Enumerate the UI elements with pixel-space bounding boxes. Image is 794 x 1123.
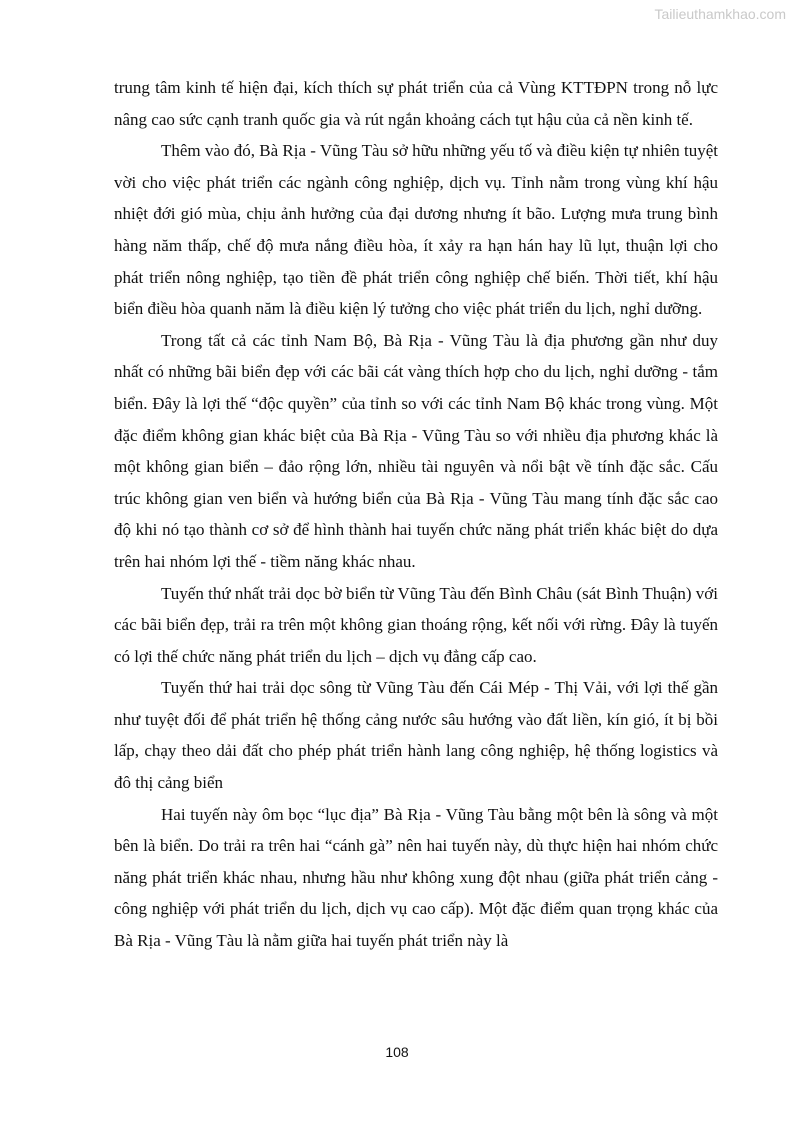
paragraph-2: Thêm vào đó, Bà Rịa - Vũng Tàu sở hữu những yếu tố và điều kiện tự nhiên tuyệt vời cho việc phát triển các ngành công nghiệp, dịch vụ. Tỉnh nằm trong vùng khí hậu nhiệt đới gió mùa, chịu ảnh hưởng của đại dương nhưng ít bão. Lượng mưa trung bình hàng năm thấp, chế độ mưa nắng điều hòa, ít xảy ra hạn hán hay lũ lụt, thuận lợi cho phát triển nông nghiệp, tạo tiền đề phát triển công nghiệp chế biến. Thời tiết, khí hậu biển điều hòa quanh năm là điều kiện lý tưởng cho việc phát triển du lịch, nghỉ dưỡng. xyxy=(114,141,718,319)
page-number: 108 xyxy=(385,1044,409,1060)
paragraph-4: Tuyến thứ nhất trải dọc bờ biển từ Vũng Tàu đến Bình Châu (sát Bình Thuận) với các bãi biển đẹp, trải ra trên một không gian thoáng rộng, kết nối với rừng. Đây là tuyến có lợi thế chức năng phát triển du lịch – dịch vụ đẳng cấp cao. xyxy=(114,583,718,666)
paragraph-5: Tuyến thứ hai trải dọc sông từ Vũng Tàu đến Cái Mép - Thị Vải, với lợi thế gần như tuyệt đối để phát triển hệ thống cảng nước sâu hướng vào đất liền, kín gió, ít bị bồi lấp, chạy theo dải đất cho phép phát triển hành lang công nghiệp, hệ thống logistics và đô thị cảng biển xyxy=(114,678,718,793)
paragraph-3: Trong tất cả các tỉnh Nam Bộ, Bà Rịa - Vũng Tàu là địa phương gần như duy nhất có những bãi biển đẹp với các bãi cát vàng thích hợp cho du lịch, nghỉ dưỡng - tắm biển. Đây là lợi thế “độc quyền” của tỉnh so với các tỉnh Nam Bộ khác trong vùng. Một đặc điểm không gian khác biệt của Bà Rịa - Vũng Tàu so với nhiều địa phương khác là một không gian biển – đảo rộng lớn, nhiều tài nguyên và nổi bật về tính đặc sắc. Cấu trúc không gian ven biển và hướng biển của Bà Rịa - Vũng Tàu mang tính đặc sắc cao độ khi nó tạo thành cơ sở để hình thành hai tuyến chức năng phát triển khác biệt do dựa trên hai nhóm lợi thế - tiềm năng khác nhau. xyxy=(114,330,718,571)
watermark-text: Tailieuthamkhao.com xyxy=(654,6,786,22)
paragraph-6: Hai tuyến này ôm bọc “lục địa” Bà Rịa - Vũng Tàu bằng một bên là sông và một bên là biển. Do trải ra trên hai “cánh gà” nên hai tuyến này, dù thực hiện hai nhóm chức năng phát triển khác nhau, nhưng hầu như không xung đột nhau (giữa phát triển cảng - công nghiệp với phát triển du lịch, dịch vụ cao cấp). Một đặc điểm quan trọng khác của Bà Rịa - Vũng Tàu là nằm giữa hai tuyến phát triển này là xyxy=(114,804,718,951)
paragraph-1: trung tâm kinh tế hiện đại, kích thích sự phát triển của cả Vùng KTTĐPN trong nỗ lực nâng cao sức cạnh tranh quốc gia và rút ngắn khoảng cách tụt hậu của cả nền kinh tế. xyxy=(114,78,718,129)
document-body xyxy=(114,72,718,957)
